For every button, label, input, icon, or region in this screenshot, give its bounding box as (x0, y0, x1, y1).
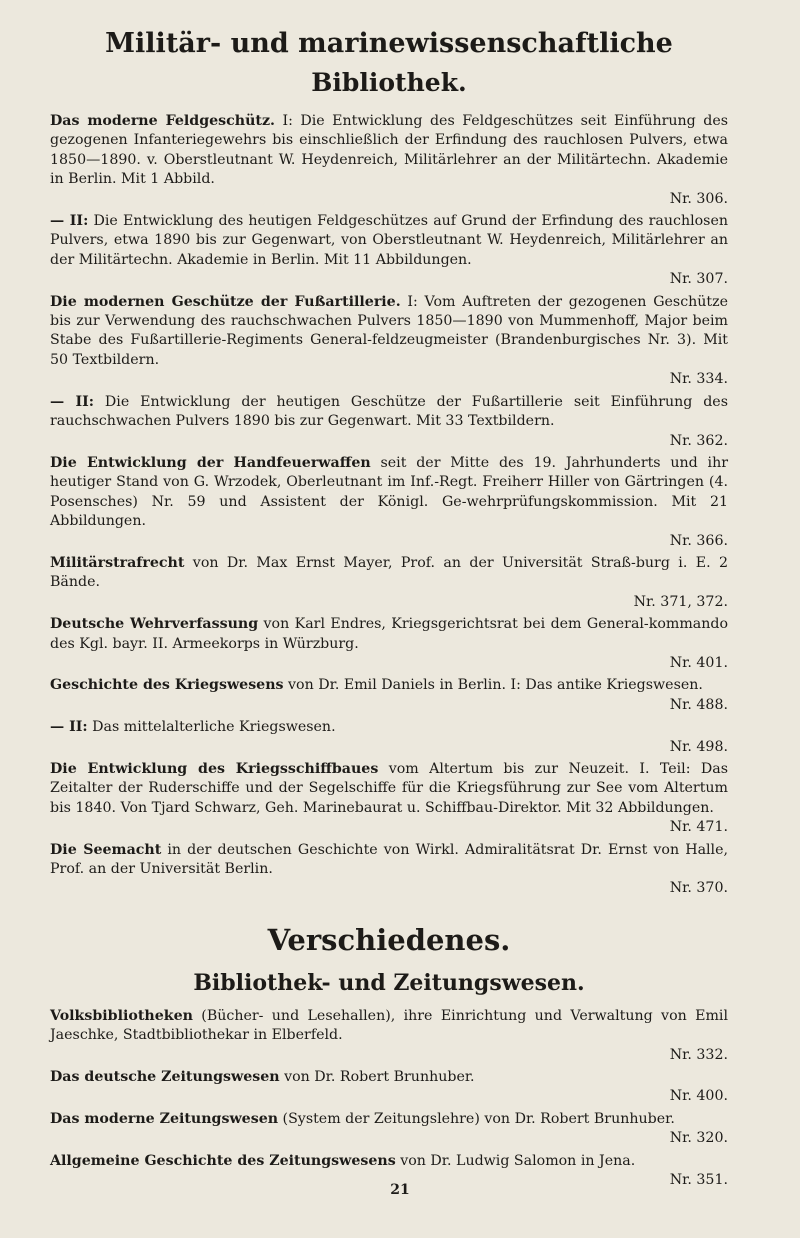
entry-number: Nr. 400. (669, 1088, 728, 1105)
entry-text: Die Entwicklung der heutigen Geschütze der Fußartillerie seit Einführung des rauchschwachen Pulvers 1890 bis zur Gegenwart. Mit 33 Textbildern. (50, 393, 728, 430)
entries-list (50, 112, 728, 899)
list-item (50, 676, 728, 715)
entry-number: Nr. 471. (669, 819, 728, 836)
list-item (50, 112, 728, 209)
entry-head: Militärstrafrecht (50, 554, 185, 571)
entry-head: Das deutsche Zeitungswesen (50, 1069, 280, 1086)
list-item (50, 293, 728, 390)
entry-head: Das moderne Zeitungswesen (50, 1110, 279, 1127)
entry-head: Die Entwicklung des Kriegsschiffbaues (50, 761, 379, 777)
entry-text: (Bücher- und Lesehallen), ihre Einrichtung und Verwaltung von Emil Jaeschke, Stadtbibliothekar in Elberfeld. (50, 1007, 728, 1044)
entry-number: Nr. 401. (669, 654, 728, 671)
section-subtitle: Bibliothek- und Zeitungswesen. (193, 969, 585, 996)
entry-text: von Dr. Robert Brunhuber. (279, 1069, 475, 1086)
entry-head: Die modernen Geschütze der Fußartillerie. (50, 293, 401, 310)
entry-text: in der deutschen Geschichte von Wirkl. Admiralitätsrat Dr. Ernst von Halle, Prof. an der Universität Berlin. (50, 841, 729, 878)
entry-text: I: Die Entwicklung des Feldgeschützes seit Einführung des gezogenen Infanteriegewehrs bis einschließlich der Erfindung des rauchlosen Pulvers, etwa 1850—1890. v. Oberstleutnant W. Heydenreich, Militärlehrer an der Militärtechn. Akademie in Berlin. Mit 1 Abbild. (50, 113, 728, 188)
list-item (50, 615, 728, 673)
entry-head: Geschichte des Kriegswesens (50, 677, 284, 694)
page-subtitle: Bibliothek. (311, 68, 467, 97)
section-title: Verschiedenes. (267, 922, 511, 957)
entry-text: seit der Mitte des 19. Jahrhunderts und ihr heutiger Stand von G. Wrzodek, Oberleutnant im Inf.-Regt. Freiherr Hiller von Gärtringen (4. Posensches) Nr. 59 und Assistent der Königl. Ge-wehrprüfungskommission. Mit 21 Abbildungen. (50, 454, 728, 530)
list-item (50, 1110, 728, 1149)
entry-head: — II: (50, 393, 95, 410)
entry-head: Deutsche Wehrverfassung (50, 616, 259, 633)
entry-number: Nr. 488. (669, 696, 728, 713)
entry-number: Nr. 351. (669, 1172, 728, 1189)
entry-number: Nr. 332. (669, 1046, 728, 1063)
entry-text: vom Altertum bis zur Neuzeit. I. Teil: Das Zeitalter der Ruderschiffe und der Segelschiffe für die Kriegsführung zur See vom Altertum bis 1840. Von Tjard Schwarz, Geh. Marinebaurat u. Schiffbau-Direktor. Mit 32 Abbildungen. (50, 761, 728, 816)
entry-text: von Dr. Emil Daniels in Berlin. I: Das antike Kriegswesen. (283, 677, 703, 694)
entry-text: Das mittelalterliche Kriegswesen. (87, 719, 336, 736)
entry-text: von Dr. Ludwig Salomon in Jena. (395, 1152, 636, 1169)
entry-number: Nr. 371, 372. (633, 593, 728, 610)
entry-head: Das moderne Feldgeschütz. (50, 113, 275, 129)
entry-head: Volksbibliotheken (50, 1007, 193, 1024)
section-entries-list (50, 1007, 728, 1191)
list-item (50, 212, 728, 290)
list-item (50, 760, 728, 838)
entry-head: Allgemeine Geschichte des Zeitungswesens (50, 1152, 396, 1169)
list-item (50, 554, 728, 612)
entry-head: — II: (50, 213, 89, 230)
entry-number: Nr. 334. (669, 371, 728, 388)
entry-number: Nr. 362. (669, 432, 728, 449)
list-item (50, 718, 728, 757)
page-number: 21 (390, 1182, 410, 1198)
entry-head: Die Seemacht (50, 841, 162, 858)
entry-number: Nr. 370. (669, 880, 728, 897)
entry-head: Die Entwicklung der Handfeuerwaffen (50, 454, 371, 471)
list-item (50, 1007, 728, 1065)
entry-number: Nr. 498. (669, 738, 728, 755)
list-item (50, 393, 728, 451)
list-item (50, 454, 728, 551)
entry-head: — II: (50, 719, 88, 736)
entry-number: Nr. 320. (669, 1130, 728, 1147)
list-item (50, 1068, 728, 1107)
entry-number: Nr. 307. (669, 271, 728, 288)
entry-text: von Dr. Max Ernst Mayer, Prof. an der Universität Straß-burg i. E. 2 Bände. (50, 554, 728, 591)
list-item (50, 841, 728, 899)
entry-number: Nr. 366. (669, 532, 728, 549)
entry-text: von Karl Endres, Kriegsgerichtsrat bei dem General-kommando des Kgl. bayr. II. Armeekorps in Würzburg. (50, 616, 728, 652)
page-title: Militär- und marinewissenschaftliche (105, 28, 673, 59)
entry-text: (System der Zeitungslehre) von Dr. Robert Brunhuber. (278, 1110, 675, 1127)
entry-text: Die Entwicklung des heutigen Feldgeschützes auf Grund der Erfindung des rauchlosen Pulvers, etwa 1890 bis zur Gegenwart, von Oberstleutnant W. Heydenreich, Militärlehrer an der Militärtechn. Akademie in Berlin. Mit 11 Abbildungen. (50, 213, 728, 268)
entry-text: I: Vom Auftreten der gezogenen Geschütze bis zur Verwendung des rauchschwachen Pulvers 1850—1890 von Mummenhoff, Major beim Stabe des Fußartillerie-Regiments General-feldzeugmeister (Brandenburgisches Nr. 3). Mit 50 Textbildern. (50, 293, 728, 368)
entry-number: Nr. 306. (669, 190, 728, 207)
